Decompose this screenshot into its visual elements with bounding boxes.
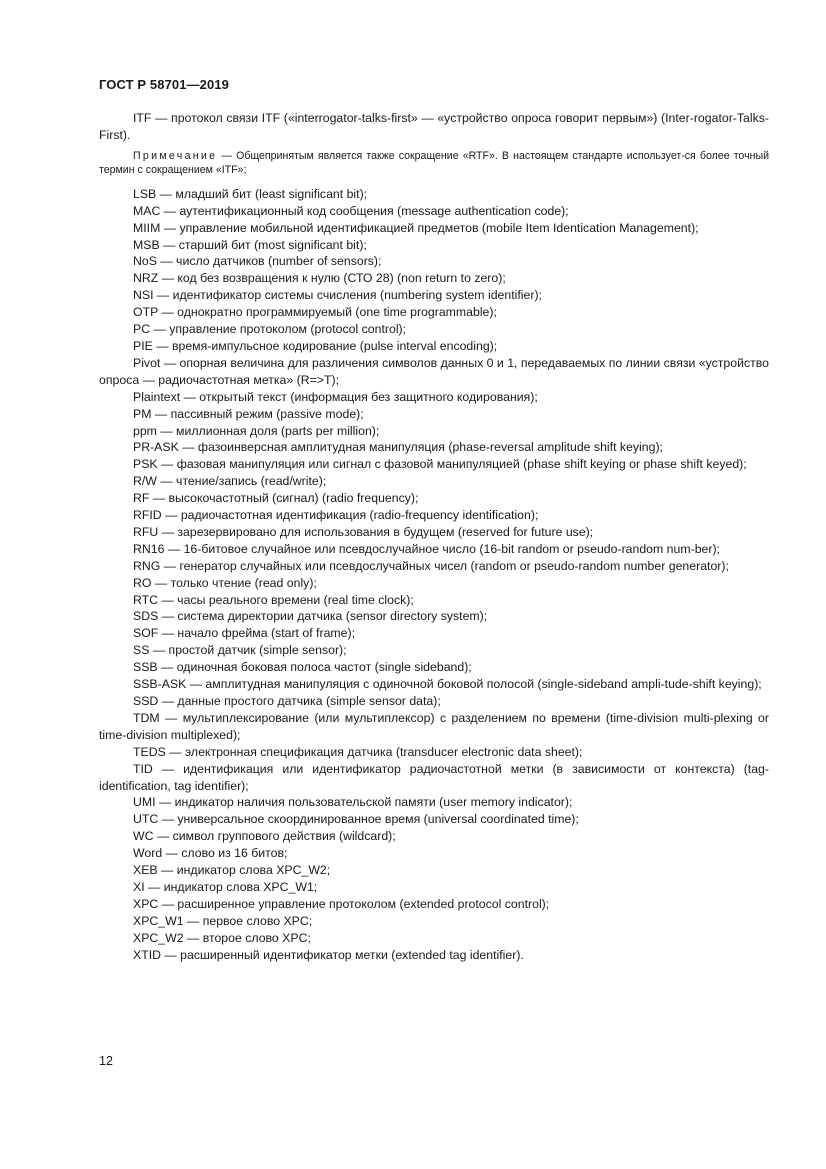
abbreviation-entry: OTP — однократно программируемый (one time programmable); bbox=[133, 305, 497, 320]
abbreviation-entry: SOF — начало фрейма (start of frame); bbox=[133, 626, 355, 641]
abbreviations-list bbox=[99, 110, 769, 964]
abbreviation-entry: SSB — одиночная боковая полоса частот (single sideband); bbox=[133, 660, 472, 675]
abbreviation-entry: TEDS — электронная спецификация датчика (transducer electronic data sheet); bbox=[133, 744, 583, 759]
abbreviation-entry: RTC — часы реального времени (real time clock); bbox=[133, 592, 414, 607]
note-label: Примечание bbox=[133, 149, 218, 162]
abbreviation-entry: MSB — старший бит (most significant bit); bbox=[133, 237, 367, 252]
abbreviation-entry: XPC_W2 — второе слово XPC; bbox=[133, 930, 311, 945]
document-header: ГОСТ Р 58701—2019 bbox=[99, 77, 229, 92]
abbreviation-entry: SDS — система директории датчика (sensor directory system); bbox=[133, 609, 488, 624]
abbreviation-entry: PSK — фазовая манипуляция или сигнал с фазовой манипуляцией (phase shift keying or phase shift keyed); bbox=[133, 457, 747, 472]
note-text: — Общепринятым является также сокращение «RTF». В настоящем стандарте использует-ся более точный термин с сокращением «ITF»; bbox=[99, 149, 769, 177]
abbreviation-entry: WC — символ группового действия (wildcard); bbox=[133, 829, 396, 844]
abbreviation-entry: PM — пассивный режим (passive mode); bbox=[133, 406, 364, 421]
abbreviation-entry: RFID — радиочастотная идентификация (radio-frequency identification); bbox=[133, 508, 539, 523]
abbreviation-entry: XPC_W1 — первое слово XPC; bbox=[133, 913, 313, 928]
abbreviation-entry: RO — только чтение (read only); bbox=[133, 575, 317, 590]
abbreviation-entry: RF — высокочастотный (сигнал) (radio frequency); bbox=[133, 491, 419, 506]
entries-container bbox=[99, 186, 769, 964]
abbreviation-entry: XEB — индикатор слова XPC_W2; bbox=[133, 863, 331, 878]
abbreviation-entry: MAC — аутентификационный код сообщения (message authentication code); bbox=[133, 203, 569, 218]
abbreviation-entry: RN16 — 16-битовое случайное или псевдослучайное число (16-bit random or pseudo-random num-ber); bbox=[133, 541, 720, 556]
abbreviation-entry: PR-ASK — фазоинверсная амплитудная манипуляция (phase-reversal amplitude shift keying); bbox=[133, 440, 663, 455]
abbreviation-entry: NSI — идентификатор системы счисления (numbering system identifier); bbox=[133, 288, 542, 303]
abbreviation-entry: RFU — зарезервировано для использования в будущем (reserved for future use); bbox=[133, 524, 594, 539]
abbreviation-entry: NRZ — код без возвращения к нулю (СТО 28) (non return to zero); bbox=[133, 271, 506, 286]
abbreviation-entry: NoS — число датчиков (number of sensors); bbox=[133, 254, 382, 269]
abbreviation-entry: UMI — индикатор наличия пользовательской памяти (user memory indicator); bbox=[133, 795, 573, 810]
abbreviation-entry: XTID — расширенный идентификатор метки (extended tag identifier). bbox=[133, 947, 524, 962]
abbreviation-entry: LSB — младший бит (least significant bit); bbox=[133, 186, 368, 201]
abbreviation-entry: R/W — чтение/запись (read/write); bbox=[133, 474, 327, 489]
abbreviation-entry: SSD — данные простого датчика (simple sensor data); bbox=[133, 694, 441, 708]
abbreviation-entry: Word — слово из 16 битов; bbox=[133, 846, 288, 861]
abbreviation-entry: SS — простой датчик (simple sensor); bbox=[133, 643, 347, 658]
abbreviation-entry: SSB-ASK — амплитудная манипуляция с одиночной боковой полосой (single-sideband ampli-tude-shift keying); bbox=[133, 677, 762, 692]
abbreviation-entry: MIIM — управление мобильной идентификацией предметов (mobile Item Identication Management); bbox=[133, 220, 699, 235]
abbreviation-entry: ppm — миллионная доля (parts per million); bbox=[133, 423, 380, 438]
page-number: 12 bbox=[99, 1054, 113, 1068]
abbreviation-entry: XPC — расширенное управление протоколом (extended protocol control); bbox=[133, 896, 550, 911]
abbreviation-entry: Pivot — опорная величина для различения символов данных 0 и 1, передаваемых по линии связи «устройство опроса — радиочастотная метка» (R=>T); bbox=[99, 355, 769, 387]
note-paragraph bbox=[99, 149, 769, 178]
abbreviation-entry: UTC — универсальное скоординированное время (universal coordinated time); bbox=[133, 812, 579, 827]
abbreviation-entry: PC — управление протоколом (protocol control); bbox=[133, 322, 407, 337]
abbreviation-entry: RNG — генератор случайных или псевдослучайных чисел (random or pseudo-random number generator); bbox=[133, 558, 729, 573]
abbreviation-entry: Plaintext — открытый текст (информация без защитного кодирования); bbox=[133, 389, 538, 404]
abbreviation-entry: PIE — время-импульсное кодирование (pulse interval encoding); bbox=[133, 338, 498, 353]
abbreviation-entry: TDM — мультиплексирование (или мультиплексор) с разделением по времени (time-division multi-plexing or time-division multiplexed); bbox=[99, 710, 769, 742]
abbreviation-entry-itf: ITF — протокол связи ITF («interrogator-talks-first» — «устройство опроса говорит первым») (Inter-rogator-Talks-First). bbox=[99, 111, 769, 142]
abbreviation-entry: TID — идентификация или идентификатор радиочастотной метки (в зависимости от контекста) (tag-identification, tag identifier); bbox=[99, 761, 769, 793]
abbreviation-entry: XI — индикатор слова XPC_W1; bbox=[133, 879, 318, 894]
